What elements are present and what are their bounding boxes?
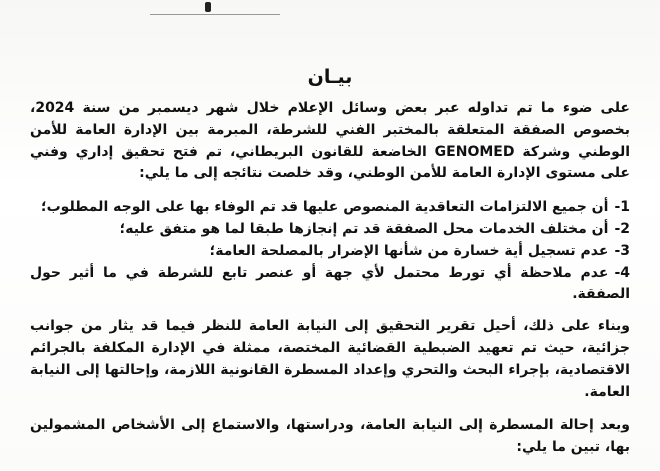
- header-mark: [205, 2, 211, 12]
- item-text: عدم تسجيل أية خسارة من شأنها الإضرار بالمصلحة العامة؛: [209, 242, 609, 259]
- list-item: [30, 241, 630, 263]
- document-title: بيـان: [307, 66, 353, 88]
- item-text: أن مختلف الخدمات محل الصفقة قد تم إنجازها طبقا لما هو متفق عليه؛: [119, 220, 609, 237]
- referral-paragraph: وبناء على ذلك، أحيل تقرير التحقيق إلى النيابة العامة للنظر فيما قد يثار من جوانب جزائية، حيث تم تعهيد الضبطية القضائية المختصة، ممثلة في الإدارة المكلفة بالجرائم الاقتصادية، بإجراء البحث والتحري وإعداد المسطرة القانونية اللازمة، وإحالتها إلى النيابة العامة.: [30, 318, 630, 400]
- list-item: [30, 197, 630, 219]
- item-text: عدم ملاحظة أي تورط محتمل لأي جهة أو عنصر تابع للشرطة في ما أثير حول الصفقة.: [30, 264, 630, 303]
- item-number: 2-: [614, 220, 630, 237]
- conclusion-paragraph: وبعد إحالة المسطرة إلى النيابة العامة، ودراستها، والاستماع إلى الأشخاص المشمولين بها، تبين ما يلي:: [30, 417, 630, 456]
- intro-paragraph: على ضوء ما تم تداوله عبر بعض وسائل الإعلام خلال شهر ديسمبر من سنة 2024، بخصوص الصفقة المتعلقة بالمختبر الفني للشرطة، المبرمة بين الإدارة العامة للأمن الوطني وشركة GENOMED الخاضعة للقانون البريطاني، تم فتح تحقيق إداري وفني على مستوى الإدارة العامة للأمن الوطني، وقد خلصت نتائجه إلى ما يلي:: [30, 100, 631, 182]
- header-rule: [150, 0, 280, 15]
- item-number: 3-: [614, 242, 630, 259]
- item-number: 1-: [614, 199, 630, 216]
- findings-list: [30, 197, 630, 306]
- list-item: [30, 263, 630, 307]
- list-item: [30, 219, 630, 241]
- item-number: 4-: [614, 264, 630, 281]
- document-body: [30, 98, 630, 471]
- item-text: أن جميع الالتزامات التعاقدية المنصوص عليها قد تم الوفاء بها على الوجه المطلوب؛: [41, 199, 609, 216]
